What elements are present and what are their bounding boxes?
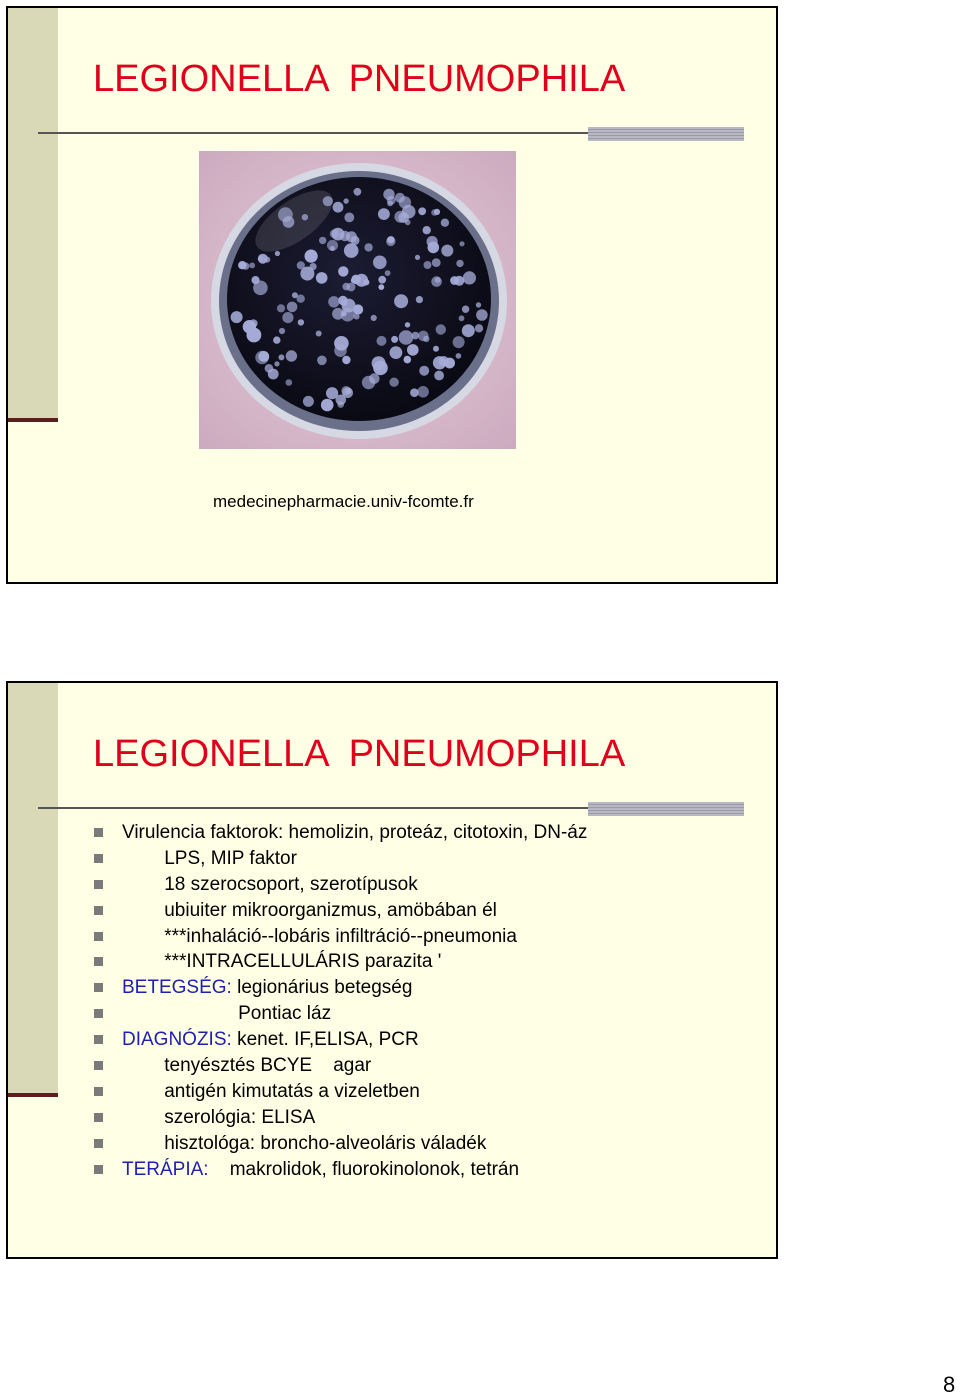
list-item bbox=[94, 1157, 587, 1183]
item-text: Pontiac láz bbox=[122, 1003, 332, 1025]
slide-sidebar bbox=[8, 8, 58, 418]
list-item bbox=[94, 949, 587, 975]
bacterial-colony bbox=[258, 351, 269, 362]
bacterial-colony bbox=[298, 319, 304, 325]
bacterial-colony bbox=[405, 322, 410, 327]
bacterial-colony bbox=[287, 302, 298, 313]
list-item bbox=[94, 924, 587, 950]
bacterial-colony bbox=[369, 373, 380, 384]
bacterial-colony bbox=[258, 254, 268, 264]
square-bullet-icon bbox=[94, 854, 103, 863]
bacterial-colony bbox=[462, 324, 475, 337]
bacterial-colony bbox=[456, 260, 463, 267]
bacterial-colony bbox=[432, 258, 441, 267]
bacterial-colony bbox=[436, 324, 446, 334]
list-item bbox=[94, 1027, 587, 1053]
bacterial-colony bbox=[321, 399, 334, 412]
bacterial-colony bbox=[342, 299, 356, 313]
bacterial-colony bbox=[278, 354, 284, 360]
list-item bbox=[94, 1079, 587, 1105]
bacterial-colony bbox=[463, 271, 476, 284]
list-item bbox=[94, 1001, 587, 1027]
item-text: antigén kimutatás a vizeletben bbox=[122, 1080, 420, 1102]
bacterial-colony bbox=[323, 196, 333, 206]
bacterial-colony bbox=[431, 276, 442, 287]
bacterial-colony bbox=[391, 336, 398, 343]
bacterial-colony bbox=[278, 207, 293, 222]
bacterial-colony bbox=[286, 350, 297, 361]
bacterial-colony bbox=[231, 311, 243, 323]
bacterial-colony bbox=[459, 241, 464, 246]
bacterial-colony bbox=[319, 237, 326, 244]
bacterial-colony bbox=[390, 346, 403, 359]
bacterial-colony bbox=[418, 207, 426, 215]
bacterial-colony bbox=[456, 353, 462, 359]
item-text: kenet. IF,ELISA, PCR bbox=[231, 1029, 419, 1051]
item-text: szerológia: ELISA bbox=[122, 1106, 316, 1128]
bacterial-colony bbox=[268, 369, 279, 380]
square-bullet-icon bbox=[94, 828, 103, 837]
square-bullet-icon bbox=[94, 880, 103, 889]
bacterial-colony bbox=[462, 306, 469, 313]
item-text: ubiuiter mikroorganizmus, amöbában él bbox=[122, 899, 497, 921]
bacterial-colony bbox=[423, 226, 431, 234]
bacterial-colony bbox=[476, 302, 481, 307]
bacterial-colony bbox=[434, 371, 444, 381]
bacterial-colony bbox=[459, 315, 465, 321]
bacterial-colony bbox=[327, 240, 338, 251]
bacterial-colony bbox=[238, 261, 246, 269]
bacterial-colony bbox=[305, 250, 318, 263]
square-bullet-icon bbox=[94, 1139, 103, 1148]
bacterial-colony bbox=[300, 267, 314, 281]
bacterial-colony bbox=[441, 219, 449, 227]
bacterial-colony bbox=[286, 379, 293, 386]
bacterial-colony bbox=[277, 304, 285, 312]
bacterial-colony bbox=[297, 295, 305, 303]
bacterial-colony bbox=[354, 188, 362, 196]
square-bullet-icon bbox=[94, 1087, 103, 1096]
slide-1 bbox=[6, 6, 778, 584]
bacterial-colony bbox=[332, 228, 345, 241]
item-label: TERÁPIA: bbox=[122, 1158, 209, 1180]
bacterial-colony bbox=[343, 198, 348, 203]
list-item bbox=[94, 1131, 587, 1157]
item-label: BETEGSÉG: bbox=[122, 977, 232, 999]
bacterial-colony bbox=[434, 209, 440, 215]
slide-sidebar bbox=[8, 683, 58, 1093]
square-bullet-icon bbox=[94, 1035, 103, 1044]
square-bullet-icon bbox=[94, 906, 103, 915]
square-bullet-icon bbox=[94, 983, 103, 992]
slide-2 bbox=[6, 681, 778, 1259]
list-item bbox=[94, 1053, 587, 1079]
bacterial-colony bbox=[402, 205, 416, 219]
bacterial-colony bbox=[399, 330, 414, 345]
bacterial-colony bbox=[251, 276, 259, 284]
bacterial-colony bbox=[274, 361, 279, 366]
item-text: tenyésztés BCYE agar bbox=[122, 1055, 372, 1077]
item-text: makrolidok, fluorokinolonok, tetrán bbox=[208, 1158, 520, 1180]
item-text: legionárius betegség bbox=[231, 977, 413, 999]
square-bullet-icon bbox=[94, 957, 103, 966]
bacterial-colony bbox=[364, 243, 372, 251]
square-bullet-icon bbox=[94, 932, 103, 941]
bacterial-colony bbox=[344, 243, 359, 258]
list-item bbox=[94, 872, 587, 898]
bacterial-colony bbox=[249, 263, 255, 269]
bacterial-colony bbox=[383, 189, 394, 200]
image-caption: medecinepharmacie.univ-fcomte.fr bbox=[213, 492, 474, 511]
list-item bbox=[94, 1105, 587, 1131]
bacterial-colony bbox=[405, 219, 411, 225]
bacterial-colony bbox=[338, 266, 348, 276]
bacterial-colony bbox=[419, 366, 429, 376]
bacterial-colony bbox=[334, 344, 347, 357]
bacterial-colony bbox=[346, 388, 352, 394]
bacterial-colony bbox=[385, 270, 391, 276]
bacterial-colony bbox=[377, 336, 387, 346]
bacterial-colony bbox=[275, 251, 280, 256]
item-text: Virulencia faktorok: hemolizin, proteáz, citotoxin, DN-áz bbox=[122, 822, 588, 843]
list-item bbox=[94, 975, 587, 1001]
item-text: hisztológa: broncho-alveoláris váladék bbox=[122, 1132, 487, 1154]
bacterial-colony bbox=[371, 315, 377, 321]
slide-sidebar-accent bbox=[8, 1093, 58, 1097]
bacterial-colony bbox=[333, 202, 344, 213]
bullet-list bbox=[94, 820, 587, 1182]
bacterial-colony bbox=[316, 331, 322, 337]
bacterial-colony bbox=[247, 328, 262, 343]
bacterial-colony bbox=[316, 272, 328, 284]
bacterial-colony bbox=[347, 283, 356, 292]
bacterial-colony bbox=[303, 396, 314, 407]
list-item bbox=[94, 898, 587, 924]
item-text: ***inhaláció--lobáris infiltráció--pneumonia bbox=[122, 925, 517, 947]
bacterial-colony bbox=[378, 208, 390, 220]
square-bullet-icon bbox=[94, 1009, 103, 1018]
bacterial-colony bbox=[378, 284, 384, 290]
bacterial-colony bbox=[378, 276, 386, 284]
bacterial-colony bbox=[417, 386, 429, 398]
square-bullet-icon bbox=[94, 1165, 103, 1174]
bacterial-colony bbox=[302, 214, 308, 220]
bacterial-colony bbox=[317, 356, 327, 366]
bacterial-colony bbox=[424, 261, 432, 269]
bacterial-colony bbox=[351, 275, 361, 285]
item-text: LPS, MIP faktor bbox=[122, 847, 297, 869]
slide-title: LEGIONELLA PNEUMOPHILA bbox=[93, 733, 626, 775]
bacterial-colony bbox=[273, 336, 280, 343]
bacterial-colony bbox=[410, 388, 419, 397]
bacterial-colony bbox=[279, 328, 285, 334]
square-bullet-icon bbox=[94, 1061, 103, 1070]
bacterial-colony bbox=[387, 201, 393, 207]
item-text: ***INTRACELLULÁRIS parazita ' bbox=[122, 951, 442, 973]
bacterial-colony bbox=[328, 296, 339, 307]
bacterial-colony bbox=[418, 331, 429, 342]
bacterial-colony bbox=[386, 237, 395, 246]
title-rule-accent bbox=[588, 127, 744, 141]
slide-sidebar-accent bbox=[8, 418, 58, 422]
bacterial-colony bbox=[404, 356, 412, 364]
slide-title: LEGIONELLA PNEUMOPHILA bbox=[93, 58, 626, 100]
bacterial-colony bbox=[428, 242, 440, 254]
bacterial-colony bbox=[342, 356, 350, 364]
bacterial-colony bbox=[373, 256, 387, 270]
square-bullet-icon bbox=[94, 1113, 103, 1122]
bacterial-colony bbox=[342, 311, 347, 316]
petri-dish-image bbox=[199, 151, 516, 449]
bacterial-colony bbox=[407, 344, 419, 356]
item-label: DIAGNÓZIS: bbox=[122, 1029, 232, 1051]
item-text: 18 szerocsoport, szerotípusok bbox=[122, 873, 418, 895]
list-item bbox=[94, 846, 587, 872]
bacterial-colony bbox=[450, 276, 459, 285]
bacterial-colony bbox=[337, 401, 344, 408]
bacterial-colony bbox=[441, 245, 453, 257]
page-number: 8 bbox=[943, 1372, 956, 1397]
bacterial-colony bbox=[372, 356, 386, 370]
bacterial-colony bbox=[415, 255, 420, 260]
bacterial-colony bbox=[344, 213, 354, 223]
bacterial-colony bbox=[394, 294, 408, 308]
bacterial-colony bbox=[412, 332, 420, 340]
bacterial-colony bbox=[416, 296, 423, 303]
bacterial-colony bbox=[433, 346, 439, 352]
bacterial-colony bbox=[389, 378, 398, 387]
bacterial-colony bbox=[282, 312, 293, 323]
bacterial-colony bbox=[475, 324, 483, 332]
title-rule-accent bbox=[588, 802, 744, 816]
bacterial-colony bbox=[453, 336, 465, 348]
list-item bbox=[94, 820, 587, 846]
bacterial-colony bbox=[433, 356, 446, 369]
bacterial-colony bbox=[476, 309, 488, 321]
